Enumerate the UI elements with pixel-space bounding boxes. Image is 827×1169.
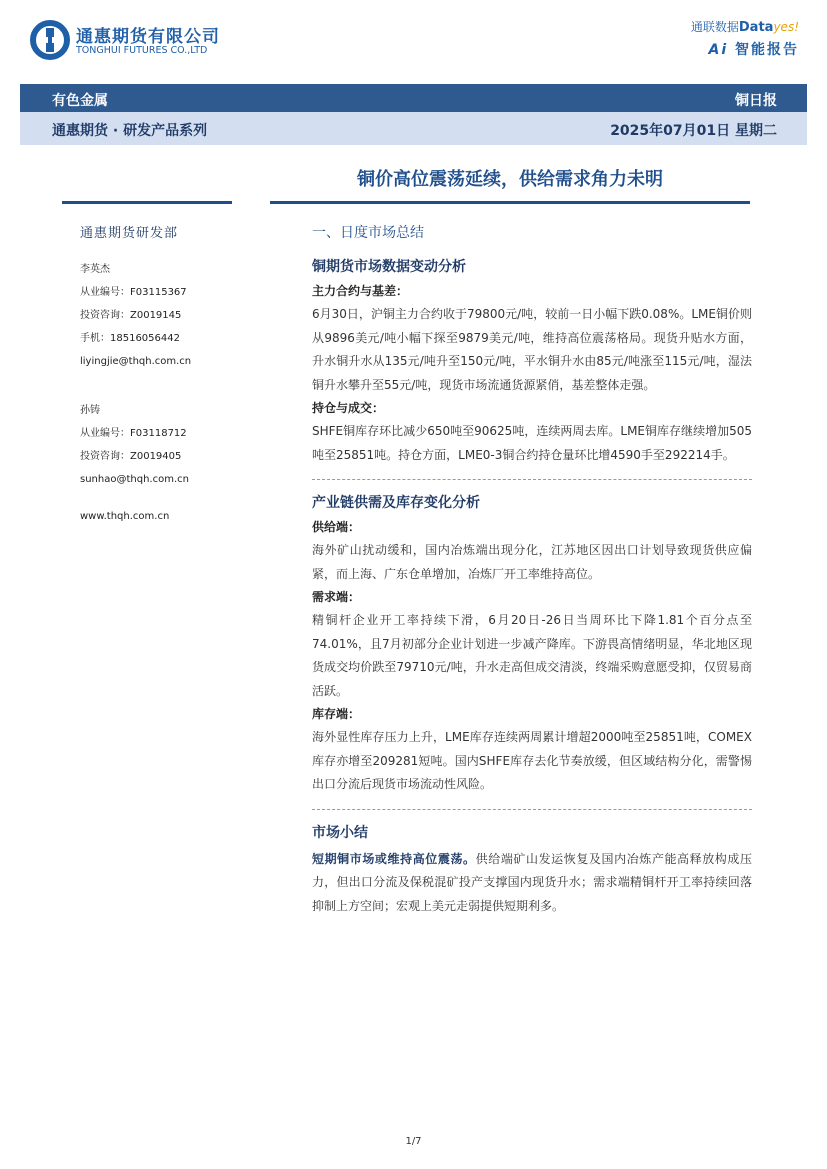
company-website-link[interactable]: www.thqh.com.cn bbox=[80, 511, 170, 522]
analyst-consult-id: 投资咨询：Z0019405 bbox=[80, 451, 182, 462]
paragraph: 6月30日，沪铜主力合约收于79800元/吨，较前一日小幅下跌0.08%。LME铜价则从9896美元/吨小幅下探至9879美元/吨，维持高位震荡格局。现货升贴水方面，升水铜升水从135元/吨升至150元/吨，平水铜升水由85元/吨涨至115元/吨，湿法铜升水攀升至55元/吨，现货市场流通货源紧俏，基差整体走强。 bbox=[312, 307, 752, 392]
section-heading: 铜期货市场数据变动分析 bbox=[312, 259, 466, 275]
analyst-license: 从业编号：F03115367 bbox=[80, 287, 187, 298]
paragraph: 海外显性库存压力上升，LME库存连续两周累计增超2000吨至25851吨，COMEX库存亦增至209281短吨。国内SHFE库存去化节奏放缓，但区域结构分化，需警惕出口分流后现货市场流动性风险。 bbox=[312, 730, 752, 791]
series-band bbox=[20, 112, 807, 145]
page-number: 1/7 bbox=[405, 1136, 422, 1147]
datayes-en-a: Data bbox=[738, 20, 774, 35]
paragraph: SHFE铜库存环比减少650吨至90625吨，连续两周去库。LME铜库存继续增加505吨至25851吨。持仓方面，LME0-3铜合约持仓量环比增4590手至292214手。 bbox=[312, 424, 752, 462]
ai-icon: Ai bbox=[708, 42, 729, 58]
category-band bbox=[20, 84, 807, 112]
subsection-heading: 持仓与成交： bbox=[312, 401, 385, 415]
sidebar-divider bbox=[62, 201, 232, 204]
logo-company-name: 通惠期货有限公司 bbox=[76, 27, 220, 47]
subsection-heading: 供给端： bbox=[312, 520, 361, 534]
section-title: 一、日度市场总结 bbox=[312, 225, 424, 241]
summary-text: 供给端矿山发运恢复及国内冶炼产能高释放构成压力，但出口分流及保税混矿投产支撑国内现货升水；需求端精铜杆开工率持续回落抑制上方空间；宏观上美元走弱提供短期利多。 bbox=[312, 851, 752, 913]
subsection-heading: 库存端： bbox=[312, 707, 361, 721]
company-logo bbox=[30, 20, 230, 62]
analyst-sidebar bbox=[80, 222, 260, 528]
department-name: 通惠期货研发部 bbox=[80, 226, 179, 241]
subsection-heading: 需求端： bbox=[312, 590, 361, 604]
logo-company-name-en: TONGHUI FUTURES CO.,LTD bbox=[76, 45, 208, 56]
section-divider bbox=[312, 809, 752, 810]
summary-lead: 短期铜市场或维持高位震荡。 bbox=[312, 851, 476, 866]
datayes-en-b: yes! bbox=[773, 20, 799, 34]
analyst-name: 李英杰 bbox=[80, 264, 110, 275]
section-heading: 产业链供需及库存变化分析 bbox=[312, 495, 480, 511]
analyst-name: 孙铸 bbox=[80, 405, 100, 416]
section-divider bbox=[312, 479, 752, 480]
tonghui-logo-icon bbox=[30, 20, 70, 60]
analyst-email[interactable]: liyingjie@thqh.com.cn bbox=[80, 356, 192, 367]
paragraph: 精铜杆企业开工率持续下滑，6月20日-26日当周环比下降1.81个百分点至74.01%，且7月初部分企业计划进一步减产降库。下游畏高情绪明显，华北地区现货成交均价跌至79710元/吨，升水走高但成交清淡，终端采购意愿受抑，仅贸易商活跃。 bbox=[312, 613, 752, 698]
section-heading: 市场小结 bbox=[312, 824, 368, 841]
title-divider bbox=[270, 201, 750, 204]
report-body bbox=[312, 222, 752, 920]
category-label: 有色金属 bbox=[52, 93, 108, 109]
analyst-email[interactable]: sunhao@thqh.com.cn bbox=[80, 474, 189, 485]
paragraph: 海外矿山扰动缓和，国内冶炼端出现分化，江苏地区因出口计划导致现货供应偏紧，而上海、广东仓单增加，冶炼厂开工率维持高位。 bbox=[312, 543, 752, 581]
series-label: 通惠期货 · 研发产品系列 bbox=[52, 123, 208, 139]
subsection-heading: 主力合约与基差： bbox=[312, 284, 409, 298]
report-date: 2025年07月01日 星期二 bbox=[610, 123, 777, 139]
report-title: 铜价高位震荡延续，供给需求角力未明 bbox=[357, 169, 663, 190]
report-type-label: 铜日报 bbox=[735, 93, 777, 109]
analyst-license: 从业编号：F03118712 bbox=[80, 428, 187, 439]
datayes-logo bbox=[691, 18, 799, 59]
analyst-consult-id: 投资咨询：Z0019145 bbox=[80, 310, 182, 321]
analyst-phone: 手机：18516056442 bbox=[80, 333, 180, 344]
ai-report-label: 智能报告 bbox=[735, 42, 799, 58]
summary-paragraph bbox=[312, 848, 752, 919]
datayes-cn: 通联数据 bbox=[690, 20, 739, 34]
